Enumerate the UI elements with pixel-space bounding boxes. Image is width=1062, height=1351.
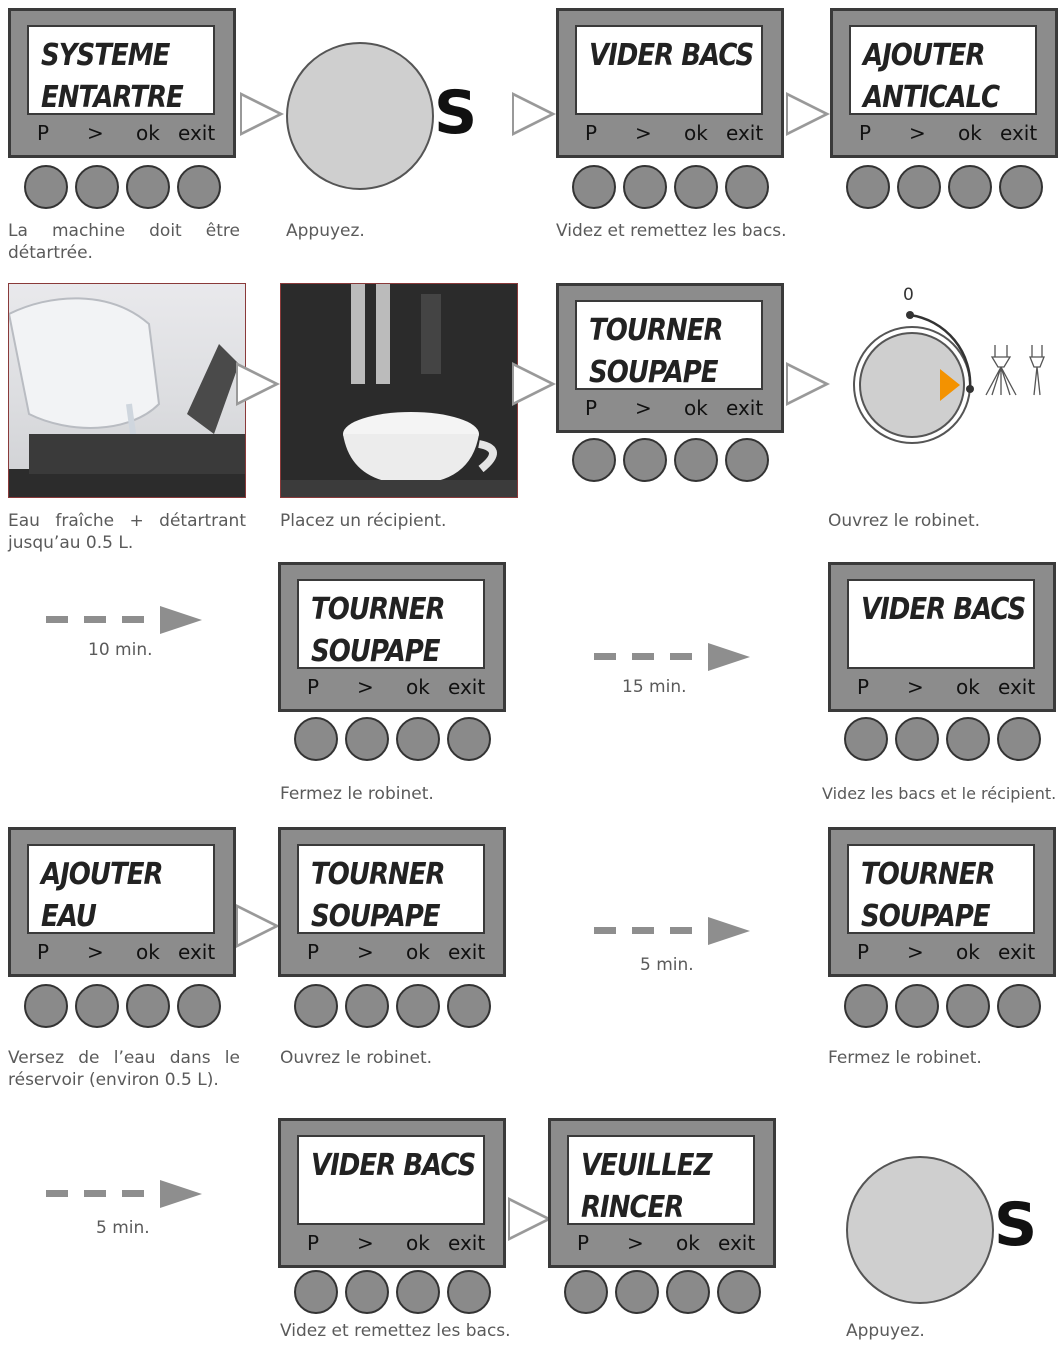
p-button[interactable]	[846, 165, 890, 209]
p-button[interactable]	[24, 165, 68, 209]
next-button[interactable]	[75, 984, 119, 1028]
ok-button[interactable]	[674, 165, 718, 209]
lcd-line-1: AJOUTER	[41, 857, 163, 893]
exit-button[interactable]	[177, 165, 221, 209]
key-label-exit: exit	[448, 1231, 486, 1255]
key-label-p: P	[857, 675, 870, 699]
lcd-line-1: VIDER BACS	[311, 1148, 476, 1184]
key-label-p: P	[307, 940, 320, 964]
caption-12: Videz et remettez les bacs.	[280, 1321, 511, 1341]
next-button[interactable]	[345, 984, 389, 1028]
key-label-ok: ok	[956, 940, 980, 964]
lcd-line-2: EAU	[41, 899, 96, 935]
button-row	[294, 717, 504, 761]
caption-2: Appuyez.	[286, 221, 365, 241]
p-button[interactable]	[572, 165, 616, 209]
key-label-ok: ok	[406, 940, 430, 964]
lcd-screen	[847, 844, 1035, 934]
lcd-line-1: TOURNER	[311, 857, 445, 893]
p-button[interactable]	[294, 717, 338, 761]
lcd-line-2: SOUPAPE	[311, 634, 440, 670]
caption-9: Versez de l’eau dans le réservoir (environ 0.5 L).	[8, 1048, 240, 1090]
key-label-p: P	[585, 396, 598, 420]
button-row	[564, 1270, 774, 1314]
caption-1: La machine doit être détartrée.	[8, 221, 240, 263]
caption-8: Videz les bacs et le récipient.	[822, 784, 1057, 803]
ok-button[interactable]	[948, 165, 992, 209]
ok-button[interactable]	[126, 165, 170, 209]
ok-button[interactable]	[674, 438, 718, 482]
key-label-p: P	[37, 121, 50, 145]
key-label-next: >	[627, 1231, 644, 1255]
arrow-right-inner	[510, 1201, 546, 1237]
timer-arrow-icon	[46, 1190, 206, 1198]
caption-4: Eau fraîche + détartrant jusqu’au 0.5 L.	[8, 511, 246, 553]
key-label-p: P	[585, 121, 598, 145]
lcd-screen	[297, 579, 485, 669]
lcd-line-1: TOURNER	[589, 313, 723, 349]
key-labels	[11, 121, 233, 153]
next-button[interactable]	[615, 1270, 659, 1314]
key-label-next: >	[357, 940, 374, 964]
key-label-ok: ok	[406, 1231, 430, 1255]
button-row	[844, 984, 1054, 1028]
p-button[interactable]	[24, 984, 68, 1028]
button-row	[24, 165, 234, 209]
timer-label-5: 5 min.	[96, 1218, 150, 1238]
key-label-next: >	[635, 121, 652, 145]
caption-10: Ouvrez le robinet.	[280, 1048, 433, 1068]
p-button[interactable]	[572, 438, 616, 482]
button-row	[294, 984, 504, 1028]
key-label-next: >	[907, 675, 924, 699]
p-button[interactable]	[844, 984, 888, 1028]
display-panel-tourner-soupape	[278, 827, 506, 977]
key-label-exit: exit	[178, 121, 216, 145]
p-button[interactable]	[294, 984, 338, 1028]
exit-button[interactable]	[447, 1270, 491, 1314]
key-label-ok: ok	[136, 121, 160, 145]
next-button[interactable]	[623, 438, 667, 482]
next-button[interactable]	[895, 717, 939, 761]
key-labels	[559, 396, 781, 428]
key-label-next: >	[909, 121, 926, 145]
ok-button[interactable]	[946, 717, 990, 761]
photo-cup-under-spout	[280, 283, 518, 498]
timer-label-10: 10 min.	[88, 640, 153, 660]
caption-11: Fermez le robinet.	[828, 1048, 982, 1068]
button-row	[846, 165, 1056, 209]
ok-button[interactable]	[396, 717, 440, 761]
exit-button[interactable]	[999, 165, 1043, 209]
timer-label-15: 15 min.	[622, 677, 687, 697]
ok-button[interactable]	[126, 984, 170, 1028]
exit-button[interactable]	[725, 438, 769, 482]
lcd-screen	[297, 1135, 485, 1225]
caption-7: Fermez le robinet.	[280, 784, 434, 804]
key-label-exit: exit	[726, 121, 764, 145]
timer-arrow-icon	[594, 927, 754, 935]
lcd-line-1: TOURNER	[861, 857, 995, 893]
photo-pouring-water	[8, 283, 246, 498]
display-panel-vider-bacs	[828, 562, 1056, 712]
display-panel-vider-bacs	[556, 8, 784, 158]
key-label-ok: ok	[956, 675, 980, 699]
key-label-exit: exit	[998, 675, 1036, 699]
lcd-line-2	[861, 628, 1021, 676]
key-label-ok: ok	[684, 121, 708, 145]
lcd-line-1: VEUILLEZ	[581, 1148, 712, 1184]
timer-arrow-icon	[46, 616, 206, 624]
caption-6: Ouvrez le robinet.	[828, 511, 981, 531]
ok-button[interactable]	[396, 1270, 440, 1314]
lcd-line-2	[311, 1184, 471, 1232]
key-labels	[831, 940, 1053, 972]
key-labels	[551, 1231, 773, 1263]
key-label-ok: ok	[684, 396, 708, 420]
key-label-ok: ok	[958, 121, 982, 145]
timer-label-5: 5 min.	[640, 955, 694, 975]
key-label-next: >	[357, 675, 374, 699]
key-label-p: P	[857, 940, 870, 964]
button-row	[294, 1270, 504, 1314]
key-label-p: P	[577, 1231, 590, 1255]
lcd-line-2: SOUPAPE	[589, 355, 718, 391]
s-key-label: S	[434, 78, 478, 148]
lcd-line-1: SYSTEME	[41, 38, 170, 74]
ok-button[interactable]	[396, 984, 440, 1028]
next-button[interactable]	[897, 165, 941, 209]
dial-zero-label: 0	[903, 285, 914, 305]
key-label-p: P	[37, 940, 50, 964]
lcd-line-1: VIDER BACS	[861, 592, 1026, 628]
arrow-right-inner	[514, 366, 550, 402]
key-label-p: P	[859, 121, 872, 145]
display-panel-veuillez-rincer	[548, 1118, 776, 1268]
exit-button[interactable]	[177, 984, 221, 1028]
key-label-p: P	[307, 1231, 320, 1255]
arrow-right-inner	[238, 366, 274, 402]
lcd-screen	[297, 844, 485, 934]
s-key-circle[interactable]	[286, 42, 434, 190]
lcd-line-2: RINCER	[581, 1190, 684, 1226]
lcd-screen	[847, 579, 1035, 669]
key-labels	[833, 121, 1055, 153]
s-key-circle[interactable]	[846, 1156, 994, 1304]
key-label-next: >	[635, 396, 652, 420]
key-labels	[281, 675, 503, 707]
key-labels	[11, 940, 233, 972]
next-button[interactable]	[345, 717, 389, 761]
key-label-ok: ok	[136, 940, 160, 964]
arrow-right-inner	[514, 96, 550, 132]
exit-button[interactable]	[717, 1270, 761, 1314]
key-label-next: >	[357, 1231, 374, 1255]
ok-button[interactable]	[946, 984, 990, 1028]
next-button[interactable]	[895, 984, 939, 1028]
key-label-next: >	[87, 121, 104, 145]
key-label-next: >	[87, 940, 104, 964]
key-label-ok: ok	[406, 675, 430, 699]
key-label-ok: ok	[676, 1231, 700, 1255]
key-label-exit: exit	[448, 675, 486, 699]
key-label-exit: exit	[178, 940, 216, 964]
key-label-exit: exit	[998, 940, 1036, 964]
display-panel-tourner-soupape	[556, 283, 784, 433]
display-panel-tourner-soupape	[828, 827, 1056, 977]
exit-button[interactable]	[997, 717, 1041, 761]
p-button[interactable]	[564, 1270, 608, 1314]
lcd-line-2: ANTICALC	[863, 80, 1000, 116]
timer-arrow-icon	[594, 653, 754, 661]
water-jug-illustration	[9, 284, 246, 498]
key-labels	[281, 940, 503, 972]
lcd-screen	[575, 25, 763, 115]
display-panel-ajouter-eau	[8, 827, 236, 977]
lcd-screen	[575, 300, 763, 390]
arrow-right-inner	[788, 96, 824, 132]
display-panel-vider-bacs	[278, 1118, 506, 1268]
key-labels	[281, 1231, 503, 1263]
next-button[interactable]	[345, 1270, 389, 1314]
button-row	[572, 438, 782, 482]
caption-5: Placez un récipient.	[280, 511, 447, 531]
lcd-screen	[849, 25, 1037, 115]
p-button[interactable]	[294, 1270, 338, 1314]
next-button[interactable]	[75, 165, 119, 209]
key-label-exit: exit	[718, 1231, 756, 1255]
lcd-line-1: TOURNER	[311, 592, 445, 628]
arrow-right-inner	[238, 908, 274, 944]
lcd-line-2: ENTARTRE	[41, 80, 183, 116]
lcd-screen	[27, 25, 215, 115]
key-label-p: P	[307, 675, 320, 699]
s-key-label: S	[994, 1190, 1038, 1260]
next-button[interactable]	[623, 165, 667, 209]
cup-illustration	[281, 284, 518, 498]
key-label-exit: exit	[1000, 121, 1038, 145]
caption-13: Appuyez.	[846, 1321, 925, 1341]
button-row	[572, 165, 782, 209]
lcd-line-2: SOUPAPE	[311, 899, 440, 935]
key-labels	[831, 675, 1053, 707]
arrow-right-inner	[788, 366, 824, 402]
key-labels	[559, 121, 781, 153]
key-label-next: >	[907, 940, 924, 964]
lcd-screen	[27, 844, 215, 934]
lcd-line-2: SOUPAPE	[861, 899, 990, 935]
exit-button[interactable]	[725, 165, 769, 209]
caption-3: Videz et remettez les bacs.	[556, 221, 787, 241]
lcd-screen	[567, 1135, 755, 1225]
key-label-exit: exit	[448, 940, 486, 964]
exit-button[interactable]	[447, 717, 491, 761]
key-label-exit: exit	[726, 396, 764, 420]
button-row	[24, 984, 234, 1028]
arrow-right-inner	[242, 96, 278, 132]
valve-dial-icon[interactable]	[842, 285, 1062, 445]
display-panel-tourner-soupape	[278, 562, 506, 712]
button-row	[844, 717, 1054, 761]
p-button[interactable]	[844, 717, 888, 761]
exit-button[interactable]	[447, 984, 491, 1028]
display-panel-ajouter-anticalc	[830, 8, 1058, 158]
lcd-line-1: AJOUTER	[863, 38, 985, 74]
lcd-line-2	[589, 74, 749, 122]
ok-button[interactable]	[666, 1270, 710, 1314]
exit-button[interactable]	[997, 984, 1041, 1028]
display-panel-systeme-entartre	[8, 8, 236, 158]
lcd-line-1: VIDER BACS	[589, 38, 754, 74]
